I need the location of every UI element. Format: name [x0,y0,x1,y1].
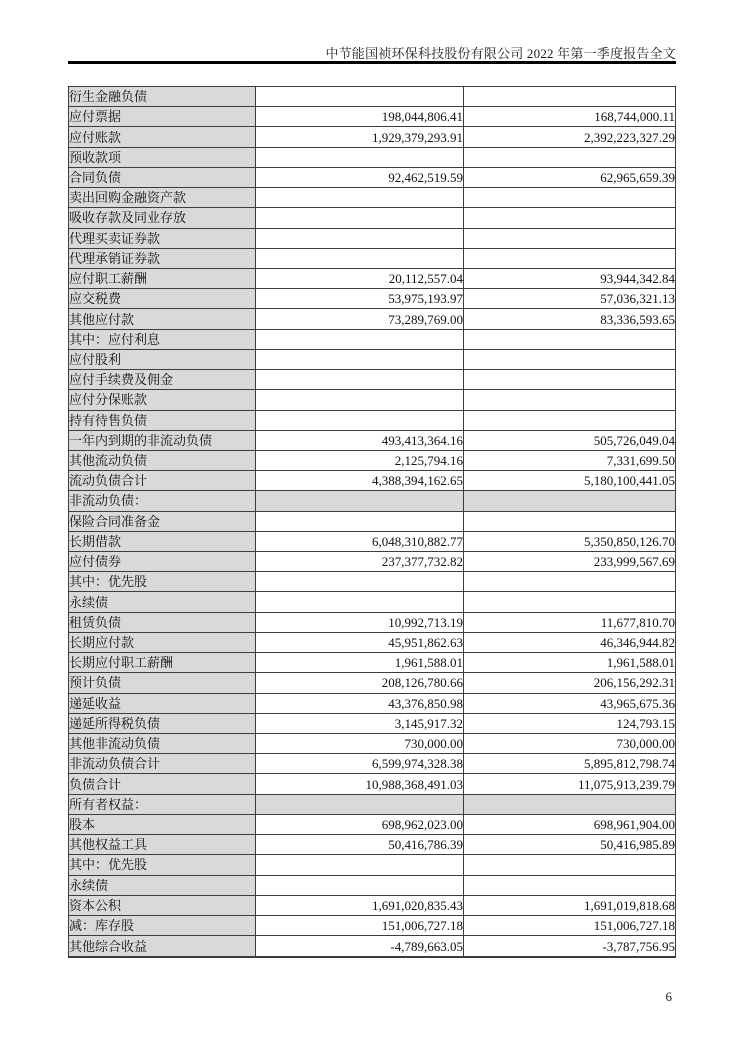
table-row [69,936,676,957]
value-cell-prior: 206,156,292.31 [464,673,676,693]
value-cell-current: -4,789,663.05 [256,936,464,957]
table-row [69,491,676,511]
row-label: 应付股利 [69,349,256,369]
value-cell-current: 198,044,806.41 [256,107,464,127]
row-label: 长期应付职工薪酬 [69,653,256,673]
row-label: 应交税费 [69,289,256,309]
value-cell-current: 4,388,394,162.65 [256,471,464,491]
page-number: 6 [665,989,672,1004]
value-cell-current: 10,988,368,491.03 [256,774,464,794]
table-row [69,875,676,895]
value-cell-current [256,410,464,430]
value-cell-prior: 505,726,049.04 [464,430,676,450]
table-row [69,612,676,632]
value-cell-current: 237,377,732.82 [256,552,464,572]
row-label: 所有者权益： [69,794,256,814]
value-cell-prior [464,511,676,531]
value-cell-prior: 698,961,904.00 [464,814,676,834]
value-cell-current [256,511,464,531]
table-row [69,410,676,430]
value-cell-current: 493,413,364.16 [256,430,464,450]
value-cell-prior: 124,793.15 [464,713,676,733]
value-cell-current: 1,691,020,835.43 [256,895,464,915]
value-cell-current: 698,962,023.00 [256,814,464,834]
row-label: 负债合计 [69,774,256,794]
value-cell-current [256,370,464,390]
row-label: 其中：应付利息 [69,329,256,349]
row-label: 合同负债 [69,167,256,187]
row-label: 递延收益 [69,693,256,713]
table-row [69,127,676,147]
table-row [69,390,676,410]
value-cell-prior: 730,000.00 [464,734,676,754]
row-label: 代理承销证券款 [69,248,256,268]
value-cell-prior [464,147,676,167]
row-label: 预收款项 [69,147,256,167]
value-cell-current [256,228,464,248]
row-label: 其他应付款 [69,309,256,329]
value-cell-prior [464,855,676,875]
table-row [69,592,676,612]
row-label: 应付债券 [69,552,256,572]
row-label: 卖出回购金融资产款 [69,188,256,208]
value-cell-prior: 5,350,850,126.70 [464,531,676,551]
table-row [69,734,676,754]
value-cell-current: 208,126,780.66 [256,673,464,693]
value-cell-prior [464,349,676,369]
table-row [69,572,676,592]
value-cell-prior: 7,331,699.50 [464,450,676,470]
value-cell-prior: 62,965,659.39 [464,167,676,187]
value-cell-current [256,491,464,511]
value-cell-prior [464,248,676,268]
table-row [69,632,676,652]
value-cell-prior: 46,346,944.82 [464,632,676,652]
table-row [69,895,676,915]
report-title: 中节能国祯环保科技股份有限公司 2022 年第一季度报告全文 [325,46,676,61]
row-label: 保险合同准备金 [69,511,256,531]
value-cell-prior [464,87,676,107]
value-cell-current [256,855,464,875]
row-label: 资本公积 [69,895,256,915]
table-row [69,268,676,288]
row-label: 其中：优先股 [69,855,256,875]
value-cell-current [256,875,464,895]
value-cell-current: 3,145,917.32 [256,713,464,733]
table-row [69,511,676,531]
value-cell-prior [464,592,676,612]
row-label: 股本 [69,814,256,834]
value-cell-prior [464,491,676,511]
table-row [69,309,676,329]
value-cell-current [256,592,464,612]
value-cell-current: 6,599,974,328.38 [256,754,464,774]
value-cell-prior: 168,744,000.11 [464,107,676,127]
value-cell-current [256,329,464,349]
value-cell-prior: 93,944,342.84 [464,268,676,288]
value-cell-prior [464,370,676,390]
value-cell-current: 92,462,519.59 [256,167,464,187]
balance-sheet-body [69,87,676,958]
table-row [69,693,676,713]
row-label: 吸收存款及同业存放 [69,208,256,228]
value-cell-current [256,208,464,228]
table-row [69,855,676,875]
table-row [69,531,676,551]
row-label: 其他流动负债 [69,450,256,470]
value-cell-prior [464,228,676,248]
value-cell-current [256,572,464,592]
value-cell-current: 73,289,769.00 [256,309,464,329]
table-row [69,754,676,774]
balance-sheet-table [68,86,676,958]
value-cell-prior: 5,895,812,798.74 [464,754,676,774]
row-label: 永续债 [69,875,256,895]
table-row [69,471,676,491]
value-cell-current: 53,975,193.97 [256,289,464,309]
value-cell-current: 10,992,713.19 [256,612,464,632]
value-cell-prior [464,329,676,349]
table-row [69,248,676,268]
table-row [69,370,676,390]
value-cell-current: 2,125,794.16 [256,450,464,470]
row-label: 长期应付款 [69,632,256,652]
value-cell-prior: 50,416,985.89 [464,835,676,855]
table-row [69,713,676,733]
table-row [69,430,676,450]
table-row [69,552,676,572]
row-label: 应付职工薪酬 [69,268,256,288]
value-cell-current [256,188,464,208]
value-cell-prior: 11,075,913,239.79 [464,774,676,794]
table-row [69,107,676,127]
row-label: 租赁负债 [69,612,256,632]
table-row [69,87,676,107]
value-cell-current: 50,416,786.39 [256,835,464,855]
value-cell-prior: 1,691,019,818.68 [464,895,676,915]
value-cell-current: 20,112,557.04 [256,268,464,288]
value-cell-prior: -3,787,756.95 [464,936,676,957]
table-row [69,915,676,935]
value-cell-prior: 5,180,100,441.05 [464,471,676,491]
row-label: 其他权益工具 [69,835,256,855]
value-cell-current [256,147,464,167]
row-label: 一年内到期的非流动负债 [69,430,256,450]
row-label: 其中：优先股 [69,572,256,592]
row-label: 非流动负债合计 [69,754,256,774]
value-cell-current: 1,929,379,293.91 [256,127,464,147]
value-cell-current [256,87,464,107]
value-cell-prior [464,572,676,592]
value-cell-current [256,349,464,369]
value-cell-current: 730,000.00 [256,734,464,754]
row-label: 递延所得税负债 [69,713,256,733]
value-cell-current: 43,376,850.98 [256,693,464,713]
value-cell-current: 45,951,862.63 [256,632,464,652]
value-cell-current: 6,048,310,882.77 [256,531,464,551]
value-cell-prior: 57,036,321.13 [464,289,676,309]
value-cell-current [256,248,464,268]
header-rule [68,61,676,64]
row-label: 应付手续费及佣金 [69,370,256,390]
value-cell-prior: 2,392,223,327.29 [464,127,676,147]
table-row [69,329,676,349]
value-cell-prior [464,794,676,814]
value-cell-current [256,390,464,410]
value-cell-prior [464,875,676,895]
table-row [69,167,676,187]
value-cell-prior: 83,336,593.65 [464,309,676,329]
value-cell-prior [464,410,676,430]
row-label: 应付分保账款 [69,390,256,410]
value-cell-current: 151,006,727.18 [256,915,464,935]
value-cell-prior [464,208,676,228]
table-row [69,673,676,693]
value-cell-prior [464,188,676,208]
value-cell-prior [464,390,676,410]
value-cell-current [256,794,464,814]
row-label: 代理买卖证券款 [69,228,256,248]
table-row [69,653,676,673]
table-row [69,794,676,814]
row-label: 衍生金融负债 [69,87,256,107]
table-row [69,349,676,369]
table-row [69,147,676,167]
row-label: 流动负债合计 [69,471,256,491]
row-label: 非流动负债： [69,491,256,511]
value-cell-prior: 11,677,810.70 [464,612,676,632]
table-row [69,208,676,228]
row-label: 其他综合收益 [69,936,256,957]
value-cell-prior: 1,961,588.01 [464,653,676,673]
row-label: 长期借款 [69,531,256,551]
value-cell-current: 1,961,588.01 [256,653,464,673]
table-row [69,228,676,248]
table-row [69,814,676,834]
row-label: 减：库存股 [69,915,256,935]
table-row [69,450,676,470]
row-label: 其他非流动负债 [69,734,256,754]
row-label: 应付票据 [69,107,256,127]
value-cell-prior: 233,999,567.69 [464,552,676,572]
page-header [68,43,676,62]
row-label: 持有待售负债 [69,410,256,430]
value-cell-prior: 43,965,675.36 [464,693,676,713]
row-label: 永续债 [69,592,256,612]
value-cell-prior: 151,006,727.18 [464,915,676,935]
row-label: 应付账款 [69,127,256,147]
table-row [69,188,676,208]
table-row [69,289,676,309]
table-row [69,835,676,855]
row-label: 预计负债 [69,673,256,693]
table-row [69,774,676,794]
